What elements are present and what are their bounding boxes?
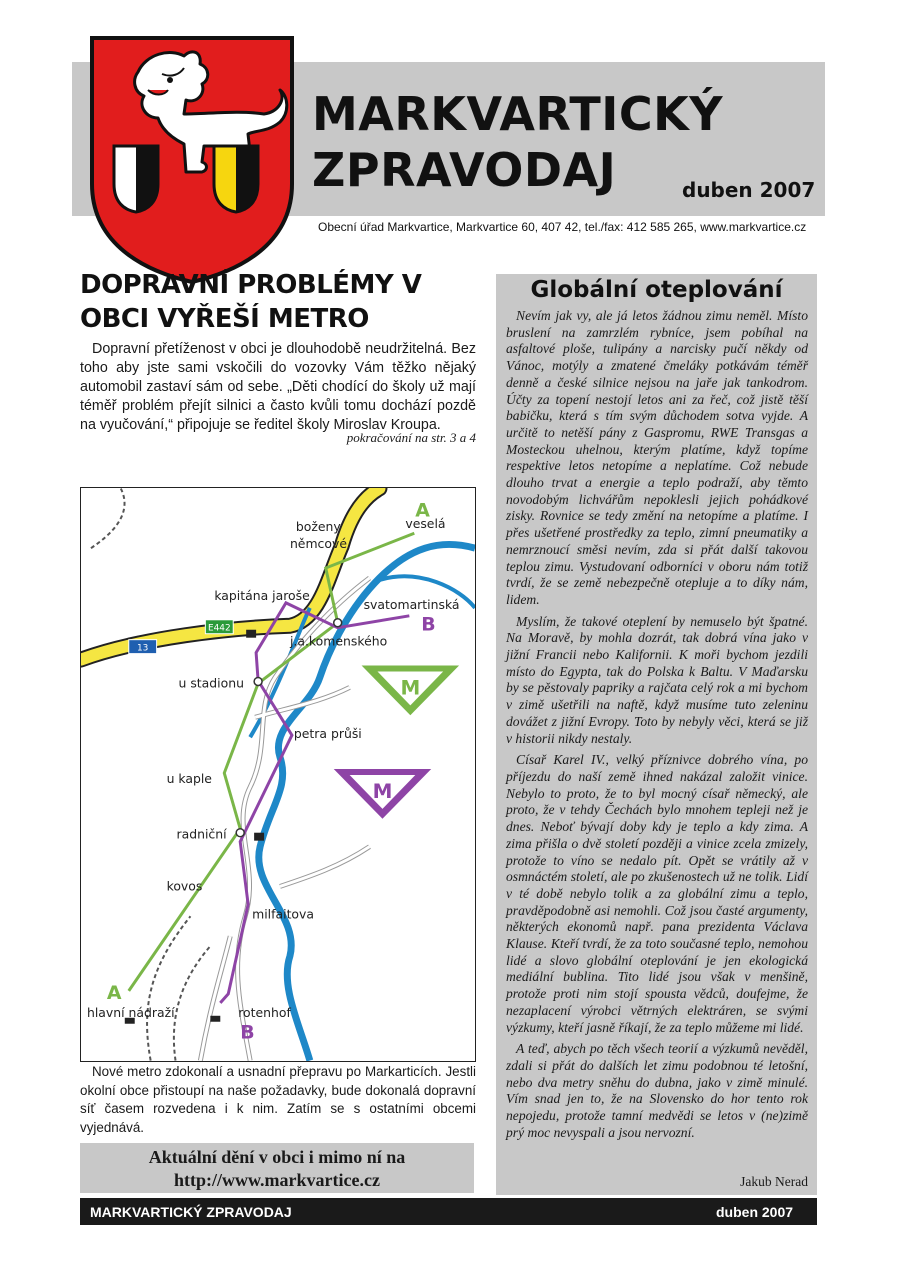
opinion-body (506, 308, 808, 1146)
footer-title: MARKVARTICKÝ ZPRAVODAJ (90, 1204, 292, 1220)
footer-date: duben 2007 (716, 1204, 794, 1220)
railway-track (147, 916, 190, 1060)
station-label: němcové (289, 536, 347, 552)
station-label: veselá (405, 516, 446, 532)
road-sign-e442-text: E442 (207, 623, 231, 634)
coat-of-arms-logo (88, 34, 296, 284)
metro-logo-green-letter: M (400, 676, 421, 700)
website-box-line1: Aktuální dění v obci i mimo ní na (148, 1147, 406, 1167)
line-b-label-top: B (421, 613, 436, 636)
station-dot (334, 619, 342, 627)
station-label: hlavní nádraží (86, 1004, 175, 1020)
issue-date: duben 2007 (682, 178, 816, 202)
metro-map (80, 487, 476, 1062)
station-label: u kaple (166, 770, 212, 786)
road-sign-13-text: 13 (136, 643, 149, 654)
map-caption: Nové metro zdokonalí a usnadní přepravu po Markarticích. Jestli okolní obce přistoupí na naše požadavky, bude dokonalá dopravní síť časem rozvedena i k nim. Zatím se s ostatními obcemi vyjednává. (80, 1064, 476, 1135)
station-dot (236, 829, 244, 837)
station-building-icon (254, 833, 264, 841)
station-label: milfaitova (252, 906, 315, 922)
station-label: boženy (295, 519, 341, 535)
website-box (80, 1143, 474, 1193)
continued-note: pokračování na str. 3 a 4 (346, 430, 476, 445)
line-b-label-bottom: B (240, 1021, 255, 1044)
line-a-label-bottom: A (106, 981, 122, 1004)
opinion-paragraph: Myslím, že takové oteplení by nemuselo být špatné. Na Moravě, by mohla dozrát, tak dobrá vína jako v jižní Francii nebo Kalifornii. K moři bychom jezdili místo do Egypta, tak do Polska k Baltu. V Maďarsku by se pěstovaly papriky a rajčata celý rok a mi bychom v zimě ušetřili na naftě, když musíme tuto zeleninu dovážet z jižní Evropy. Toto by nebyly věci, která se již v historii nikdy nestaly. (506, 613, 808, 746)
station-building-icon (210, 1016, 220, 1022)
station-label: u stadionu (178, 675, 244, 691)
metro-logo-purple (334, 769, 432, 819)
station-label: j.a.komenského (289, 633, 388, 649)
opinion-author: Jakub Nerad (740, 1174, 808, 1189)
metro-logo-purple-letter: M (372, 779, 393, 803)
opinion-paragraph: A teď, abych po těch všech teorií a výzkumů nevěděl, zdali si přát do dalších let zimu podobnou té letošní, nebo dva metry sněhu do dubna, jako v zimě minulé. Vím snad jen to, že na Slovensko do hor tento rok nepojedu, protože tamní medvědi se letos v (ne)zimě prý moc nevyspali a jsou nervozní. (506, 1041, 808, 1140)
station-label: svatomartinská (363, 596, 460, 612)
road-sign-13 (129, 640, 157, 654)
metro-logo-green (362, 666, 460, 716)
line-a-label-top: A (415, 499, 430, 522)
opinion-title: Globální oteplování (530, 277, 783, 303)
station-label: kapitána jaroše (214, 587, 310, 603)
station-building-icon (246, 630, 256, 638)
newsletter-title-line1: MARKVARTICKÝ (312, 87, 724, 141)
station-dot (254, 677, 262, 685)
station-label: kovos (166, 878, 203, 894)
contact-line: Obecní úřad Markvartice, Markvartice 60, 407 42, tel./fax: 412 585 265, www.markvartice.cz (318, 220, 807, 234)
opinion-paragraph: Nevím jak vy, ale já letos žádnou zimu neměl. Místo bruslení na zamrzlém rybníce, jsem pobíhal na asfaltové ploše, tulipány a narcisky pučí někdy od Vánoc, motýly a zmatené čmeláky potkávám téměř denně a české silnice nejsou na jaře jak tankodrom. Účty za topení nestojí letos ani za řeč, což jistě těší babičku, která s tím svým důchodem sotva vyjde. A určitě to netěší pány z Gaspromu, RWE Transgas a Mosteckou uhelnou, kterým platíme, když topíme respektive letos netopíme a neplatíme. Což nebude dlouho trvat a energie a teplo podraží, aby těmto novodobým lichvářům nepoklesli jejich pohádkové zisky. Rovnice se tedy změní na netopíme a platíme. I přes ušetřené prostředky za teplo, zimní pneumatiky a nemrznoucí směsi nevím, zda si přát další takovou teplou zimu. Vystudovaní odborníci v oboru nám totiž tvrdí, že se země nebezpečně otepluje a to díky nám, lidem. (506, 308, 808, 607)
station-label: petra průši (293, 726, 362, 742)
website-link[interactable]: http://www.markvartice.cz (174, 1170, 380, 1190)
article-body: Dopravní přetíženost v obci je dlouhodobě neudržitelná. Bez toho aby jste sami vskočili do vozovky Vám těžko nějaký automobil zastaví sám od sebe. „Děti chodící do školy už mají téměř problém přejít silnici a často kvůli tomu dochází pozdě na vyučování,“ připojuje se ředitel školy Miroslav Kroupa. (80, 341, 476, 433)
article-headline: DOPRAVNÍ PROBLÉMY V OBCI VYŘEŠÍ METRO (80, 270, 422, 334)
railway-track (91, 488, 125, 548)
station-label: radniční (176, 826, 227, 842)
road-sign-e442 (205, 620, 233, 634)
station-label: rotenhof (238, 1004, 291, 1020)
opinion-paragraph: Císař Karel IV., velký příznivce dobrého vína, po příjezdu do naší země ihned nakázal založit vinice. Nebylo to proto, že to byl mocný císař německý, ale proto, že v tehdy Čechách bylo mnohem tepleji než je dnes. Neboť bývají doby kdy je teplo a kdy zima. A zima přišla o dvě století později a vinice zcela zmizely, protože to víno se nedalo pít. Opět se vrátily až v osmnáctém století, ale po zkušenostech už ne tolik. Lidí v té době nebylo tolik a za globální zimu a teplo, pravděpodobně asi nemohli. Což jsou časté argumenty, některých ekonomů např. pana prezidenta Václava Klause. Kteří tvrdí, že za toto současné teplo, nemohou lidé a slovo globální oteplování je jen ekologická mediální bublina. Tito lidé jsou však v menšině, protože proti nim stojí spousta vědců, doufejme, že nezaplacení výrobci větrných elektráren, se svými výzkumy, kteří jasně říkají, že za teplo můžeme mi lidé. (506, 752, 808, 1035)
newsletter-title-line2: ZPRAVODAJ (312, 143, 617, 197)
